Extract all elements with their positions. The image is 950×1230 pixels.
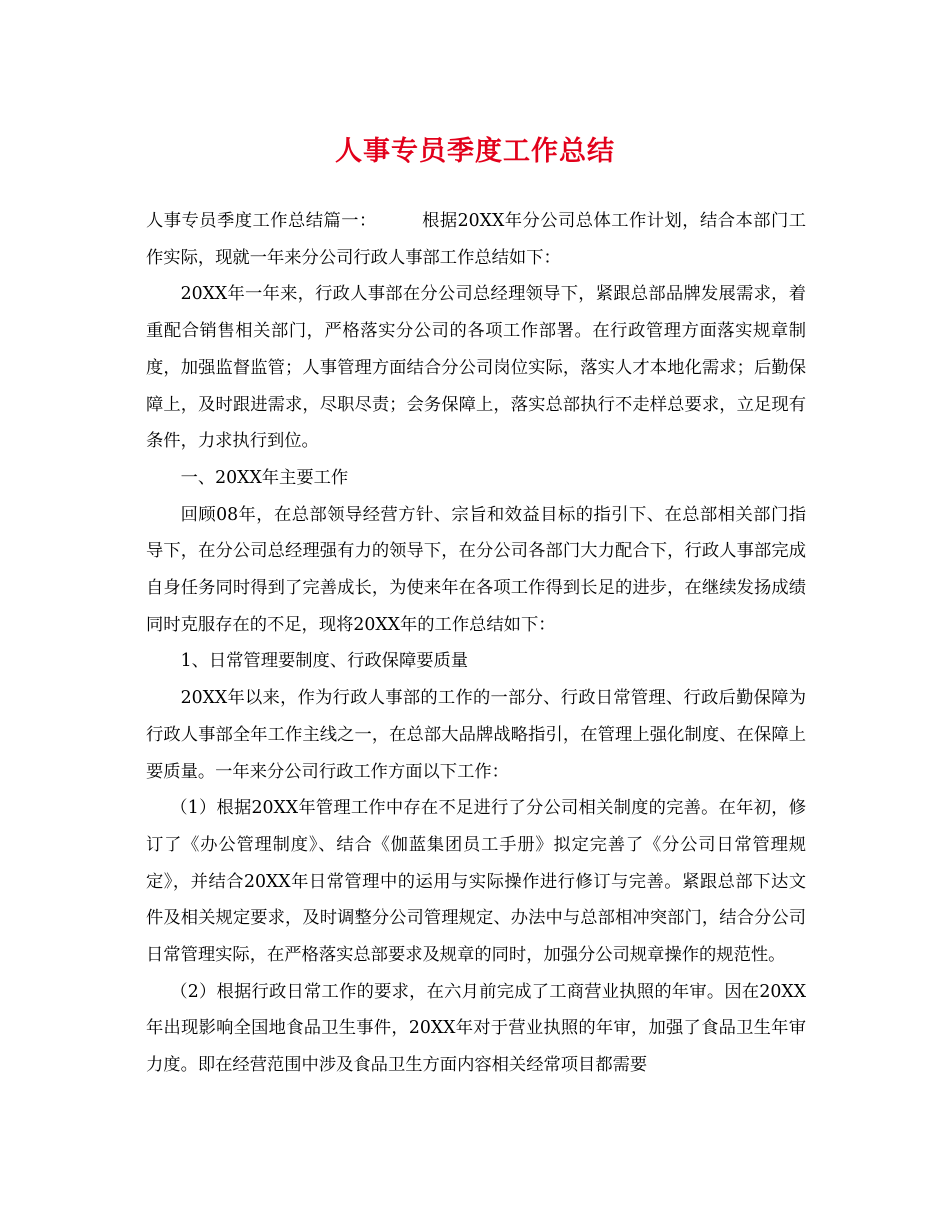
document-title: 人事专员季度工作总结	[335, 136, 615, 167]
paragraph: 20XX年一年来，行政人事部在分公司总经理领导下，紧跟总部品牌发展需求，着重配合销售相关部门，严格落实分公司的各项工作部署。在行政管理方面落实规章制度，加强监督监管；人事管理方面结合分公司岗位实际，落实人才本地化需求；后勤保障上，及时跟进需求，尽职尽责；会务保障上，落实总部执行不走样总要求，立足现有条件，力求执行到位。	[146, 284, 806, 452]
intro-label: 人事专员季度工作总结篇一：	[146, 211, 377, 231]
intro-text: 根据20XX年分公司总体工作计划，结合本部门工作实际，现就一年来分公司行政人事部工作总结如下：	[146, 211, 806, 268]
section-heading: 一、20XX年主要工作	[180, 467, 349, 488]
paragraph: 回顾08年，在总部领导经营方针、宗旨和效益目标的指引下、在总部相关部门指导下，在分公司总经理强有力的领导下，在分公司各部门大力配合下，行政人事部完成自身任务同时得到了完善成长，为使来年在各项工作得到长足的进步，在继续发扬成绩同时克服存在的不足，现将20XX年的工作总结如下：	[146, 504, 806, 635]
paragraph: （2）根据行政日常工作的要求，在六月前完成了工商营业执照的年审。因在20XX年出现影响全国地食品卫生事件，20XX年对于营业执照的年审，加强了食品卫生年审力度。即在经营范围中涉及食品卫生方面内容相关经常项目都需要	[146, 981, 806, 1076]
document-body	[146, 203, 806, 1084]
paragraph: 20XX年以来，作为行政人事部的工作的一部分、行政日常管理、行政后勤保障为行政人事部全年工作主线之一，在总部大品牌战略指引，在管理上强化制度、在保障上要质量。一年来分公司行政工作方面以下工作：	[146, 688, 806, 782]
subsection-heading: 1、日常管理要制度、行政保障要质量	[180, 651, 469, 672]
paragraph: （1）根据20XX年管理工作中存在不足进行了分公司相关制度的完善。在年初，修订了《办公管理制度》、结合《伽蓝集团员工手册》拟定完善了《分公司日常管理规定》，并结合20XX年日常管理中的运用与实际操作进行修订与完善。紧跟总部下达文件及相关规定要求，及时调整分公司管理规定、办法中与总部相冲突部门，结合分公司日常管理实际，在严格落实总部要求及规章的同时，加强分公司规章操作的规范性。	[146, 798, 806, 966]
intro-paragraph	[146, 203, 806, 276]
